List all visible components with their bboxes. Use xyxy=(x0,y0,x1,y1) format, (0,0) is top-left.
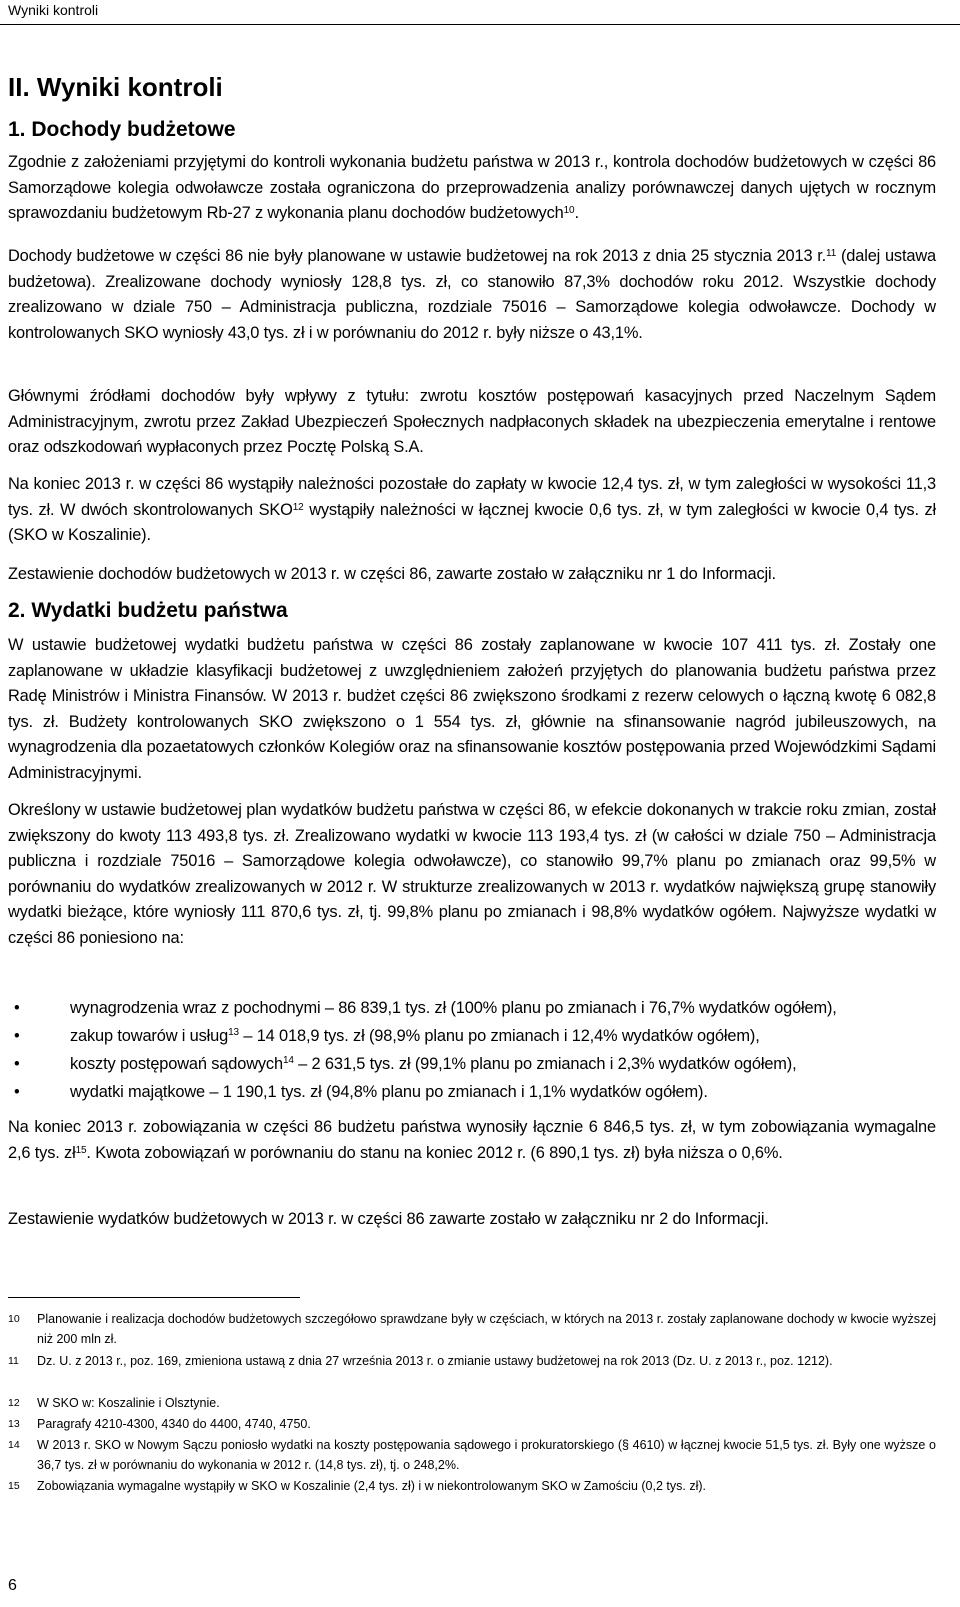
list-item xyxy=(8,1050,936,1078)
footnote-ref-10[interactable]: 10 xyxy=(563,205,575,216)
paragraph-wydatki-3 xyxy=(8,1115,936,1166)
text: Dochody budżetowe w części 86 nie były planowane w ustawie budżetowej na rok 2013 z dnia 25 stycznia 2013 r. xyxy=(8,247,827,265)
footnote-13 xyxy=(8,1415,936,1435)
text: Na koniec 2013 r. zobowiązania w części 86 budżetu państwa wynosiły łącznie 6 846,5 tys. zł, w tym zobowiązania wymagalne 2,6 tys. zł xyxy=(8,1118,936,1162)
paragraph-wydatki-4: Zestawienie wydatków budżetowych w 2013 r. w części 86 zawarte zostało w załączniku nr 2 do Informacji. xyxy=(8,1210,769,1228)
text: . xyxy=(574,204,579,222)
running-header: Wyniki kontroli xyxy=(8,2,99,18)
text: zakup towarów i usług xyxy=(70,1027,229,1045)
paragraph-wydatki-2: Określony w ustawie budżetowej plan wydatków budżetu państwa w części 86, w efekcie dokonanych w trakcie roku zmian, został zwiększony do kwoty 113 493,8 tys. zł. Zrealizowano wydatki w kwocie 113 193,4 tys. zł (w całości w dziale 750 – Administracja publiczna i rozdziale 75016 – Samorządowe kolegia odwoławcze), co stanowiło 99,7% planu po zmianach oraz 99,5% w porównaniu do wydatków zrealizowanych w 2012 r. W strukturze zrealizowanych w 2013 r. wydatków największą grupę stanowiły wydatki bieżące, które wyniosły 111 870,6 tys. zł, tj. 99,8% planu po zmianach i 98,8% wydatków ogółem. Najwyższe wydatki w części 86 poniesiono na: xyxy=(8,801,936,947)
bullet-glyph: • xyxy=(14,1027,20,1045)
text: – 2 631,5 tys. zł (99,1% planu po zmianach i 2,3% wydatków ogółem), xyxy=(293,1055,797,1073)
footnote-number: 11 xyxy=(8,1355,19,1367)
text: (dalej ustawa budżetowa). Zrealizowane dochody wyniosły 128,8 tys. zł, co stanowiło 87,3% dochodów roku 2012. Wszystkie dochody zrealizowano w dziale 750 – Administracja publiczna, rozdziale 75016 – Samorządowe kolegia odwoławcze. Dochody w kontrolowanych SKO wyniosły 43,0 tys. zł i w porównaniu do 2012 r. były niższe o 43,1%. xyxy=(8,247,936,342)
paragraph-dochody-3: Głównymi źródłami dochodów były wpływy z tytułu: zwrotu kosztów postępowań kasacyjnych przed Naczelnym Sądem Administracyjnym, zwrotu przez Zakład Ubezpieczeń Społecznych nadpłaconych składek na ubezpieczenia emerytalne i rentowe oraz odszkodowań wypłaconych przez Pocztę Polską S.A. xyxy=(8,387,936,456)
footnote-text: W 2013 r. SKO w Nowym Sączu poniosło wydatki na koszty postępowania sądowego i prokuratorskiego (§ 4610) w łącznej kwocie 51,5 tys. zł. Były one wyższe o 36,7 tys. zł w porównaniu do wykonania w 2012 r. (14,8 tys. zł), tj. o 248,2%. xyxy=(37,1438,936,1472)
list-item xyxy=(8,994,936,1022)
bullet-glyph: • xyxy=(14,999,20,1017)
heading-wydatki: 2. Wydatki budżetu państwa xyxy=(8,599,288,622)
list-item xyxy=(8,1022,936,1050)
page-number: 6 xyxy=(8,1577,17,1594)
footnote-ref-14[interactable]: 14 xyxy=(282,1055,294,1066)
paragraph-dochody-1 xyxy=(8,150,936,227)
footnote-text: Planowanie i realizacja dochodów budżetowych szczegółowo sprawdzane były w częściach, w których na 2013 r. zostały zaplanowane dochody w kwocie wyższej niż 200 mln zł. xyxy=(37,1312,936,1346)
footnote-10 xyxy=(8,1310,936,1349)
text: – 14 018,9 tys. zł (98,9% planu po zmianach i 12,4% wydatków ogółem), xyxy=(238,1027,760,1045)
text: wydatki majątkowe – 1 190,1 tys. zł (94,8% planu po zmianach i 1,1% wydatków ogółem). xyxy=(70,1083,708,1101)
footnote-text: Dz. U. z 2013 r., poz. 169, zmieniona ustawą z dnia 27 września 2013 r. o zmianie ustawy budżetowej na rok 2013 (Dz. U. z 2013 r., poz. 1212). xyxy=(37,1354,833,1368)
footnote-ref-15[interactable]: 15 xyxy=(75,1144,87,1156)
footnote-text: Zobowiązania wymagalne wystąpiły w SKO w Koszalinie (2,4 tys. zł) i w niekontrolowanym SKO w Zamościu (0,2 tys. zł). xyxy=(37,1479,706,1493)
footnote-number: 13 xyxy=(8,1418,20,1430)
footnote-ref-13[interactable]: 13 xyxy=(228,1027,239,1038)
paragraph-dochody-2 xyxy=(8,244,936,346)
text: Zgodnie z założeniami przyjętymi do kontroli wykonania budżetu państwa w 2013 r., kontrola dochodów budżetowych w części 86 Samorządowe kolegia odwoławcze została ograniczona do przeprowadzenia analizy porównawczej danych ujętych w rocznym sprawozdaniu budżetowym Rb-27 z wykonania planu dochodów budżetowych xyxy=(8,153,936,222)
paragraph-wydatki-1: W ustawie budżetowej wydatki budżetu państwa w części 86 zostały zaplanowane w kwocie 107 411 tys. zł. Zostały one zaplanowane w układzie klasyfikacji budżetowej z uwzględnieniem założeń przyjętych do planowania budżetu państwa przez Radę Ministrów i Ministra Finansów. W 2013 r. budżet części 86 zwiększono środkami z rezerw celowych o łączną kwotę 6 082,8 tys. zł. Budżety kontrolowanych SKO zwiększono o 1 554 tys. zł, głównie na sfinansowanie nagród jubileuszowych, na wynagrodzenia dla pozaetatowych członków Kolegiów oraz na sfinansowanie kosztów postępowania przed Wojewódzkimi Sądami Administracyjnymi. xyxy=(8,636,936,782)
text: wynagrodzenia wraz z pochodnymi – 86 839,1 tys. zł (100% planu po zmianach i 76,7% wydatków ogółem), xyxy=(70,999,837,1017)
text: koszty postępowań sądowych xyxy=(70,1055,283,1073)
text: wystąpiły należności w łącznej kwocie 0,6 tys. zł, w tym zaległości w kwocie 0,4 tys. zł (SKO w Koszalinie). xyxy=(8,500,936,544)
paragraph-dochody-5: Zestawienie dochodów budżetowych w 2013 r. w części 86, zawarte zostało w załączniku nr 1 do Informacji. xyxy=(8,565,776,583)
bullet-glyph: • xyxy=(14,1055,20,1073)
footnote-number: 15 xyxy=(8,1480,20,1492)
footnote-ref-12[interactable]: 12 xyxy=(292,501,304,513)
text: Na koniec 2013 r. w części 86 wystąpiły należności pozostałe do zapłaty w kwocie 12,4 tys. zł, w tym zaległości w wysokości 11,3 tys. zł. W dwóch skontrolowanych SKO xyxy=(8,475,936,519)
bullet-glyph: • xyxy=(14,1083,20,1101)
section-title: II. Wyniki kontroli xyxy=(8,72,223,102)
footnote-separator xyxy=(8,1297,300,1298)
footnote-number: 10 xyxy=(8,1313,20,1325)
footnote-text: Paragrafy 4210-4300, 4340 do 4400, 4740, 4750. xyxy=(37,1417,311,1431)
header-rule xyxy=(0,24,960,25)
footnote-14 xyxy=(8,1436,936,1475)
text: . Kwota zobowiązań w porównaniu do stanu na koniec 2012 r. (6 890,1 tys. zł) była niższa o 0,6%. xyxy=(86,1143,783,1162)
paragraph-dochody-4 xyxy=(8,472,936,549)
footnote-12 xyxy=(8,1394,936,1414)
footnote-11 xyxy=(8,1352,936,1372)
footnote-number: 12 xyxy=(8,1397,20,1409)
list-item xyxy=(8,1078,936,1106)
heading-dochody: 1. Dochody budżetowe xyxy=(8,118,236,141)
expenses-list xyxy=(8,994,936,1106)
footnote-number: 14 xyxy=(8,1439,20,1451)
footnote-text: W SKO w: Koszalinie i Olsztynie. xyxy=(37,1396,220,1410)
footnote-15 xyxy=(8,1477,936,1497)
footnote-ref-11[interactable]: 11 xyxy=(826,248,837,259)
